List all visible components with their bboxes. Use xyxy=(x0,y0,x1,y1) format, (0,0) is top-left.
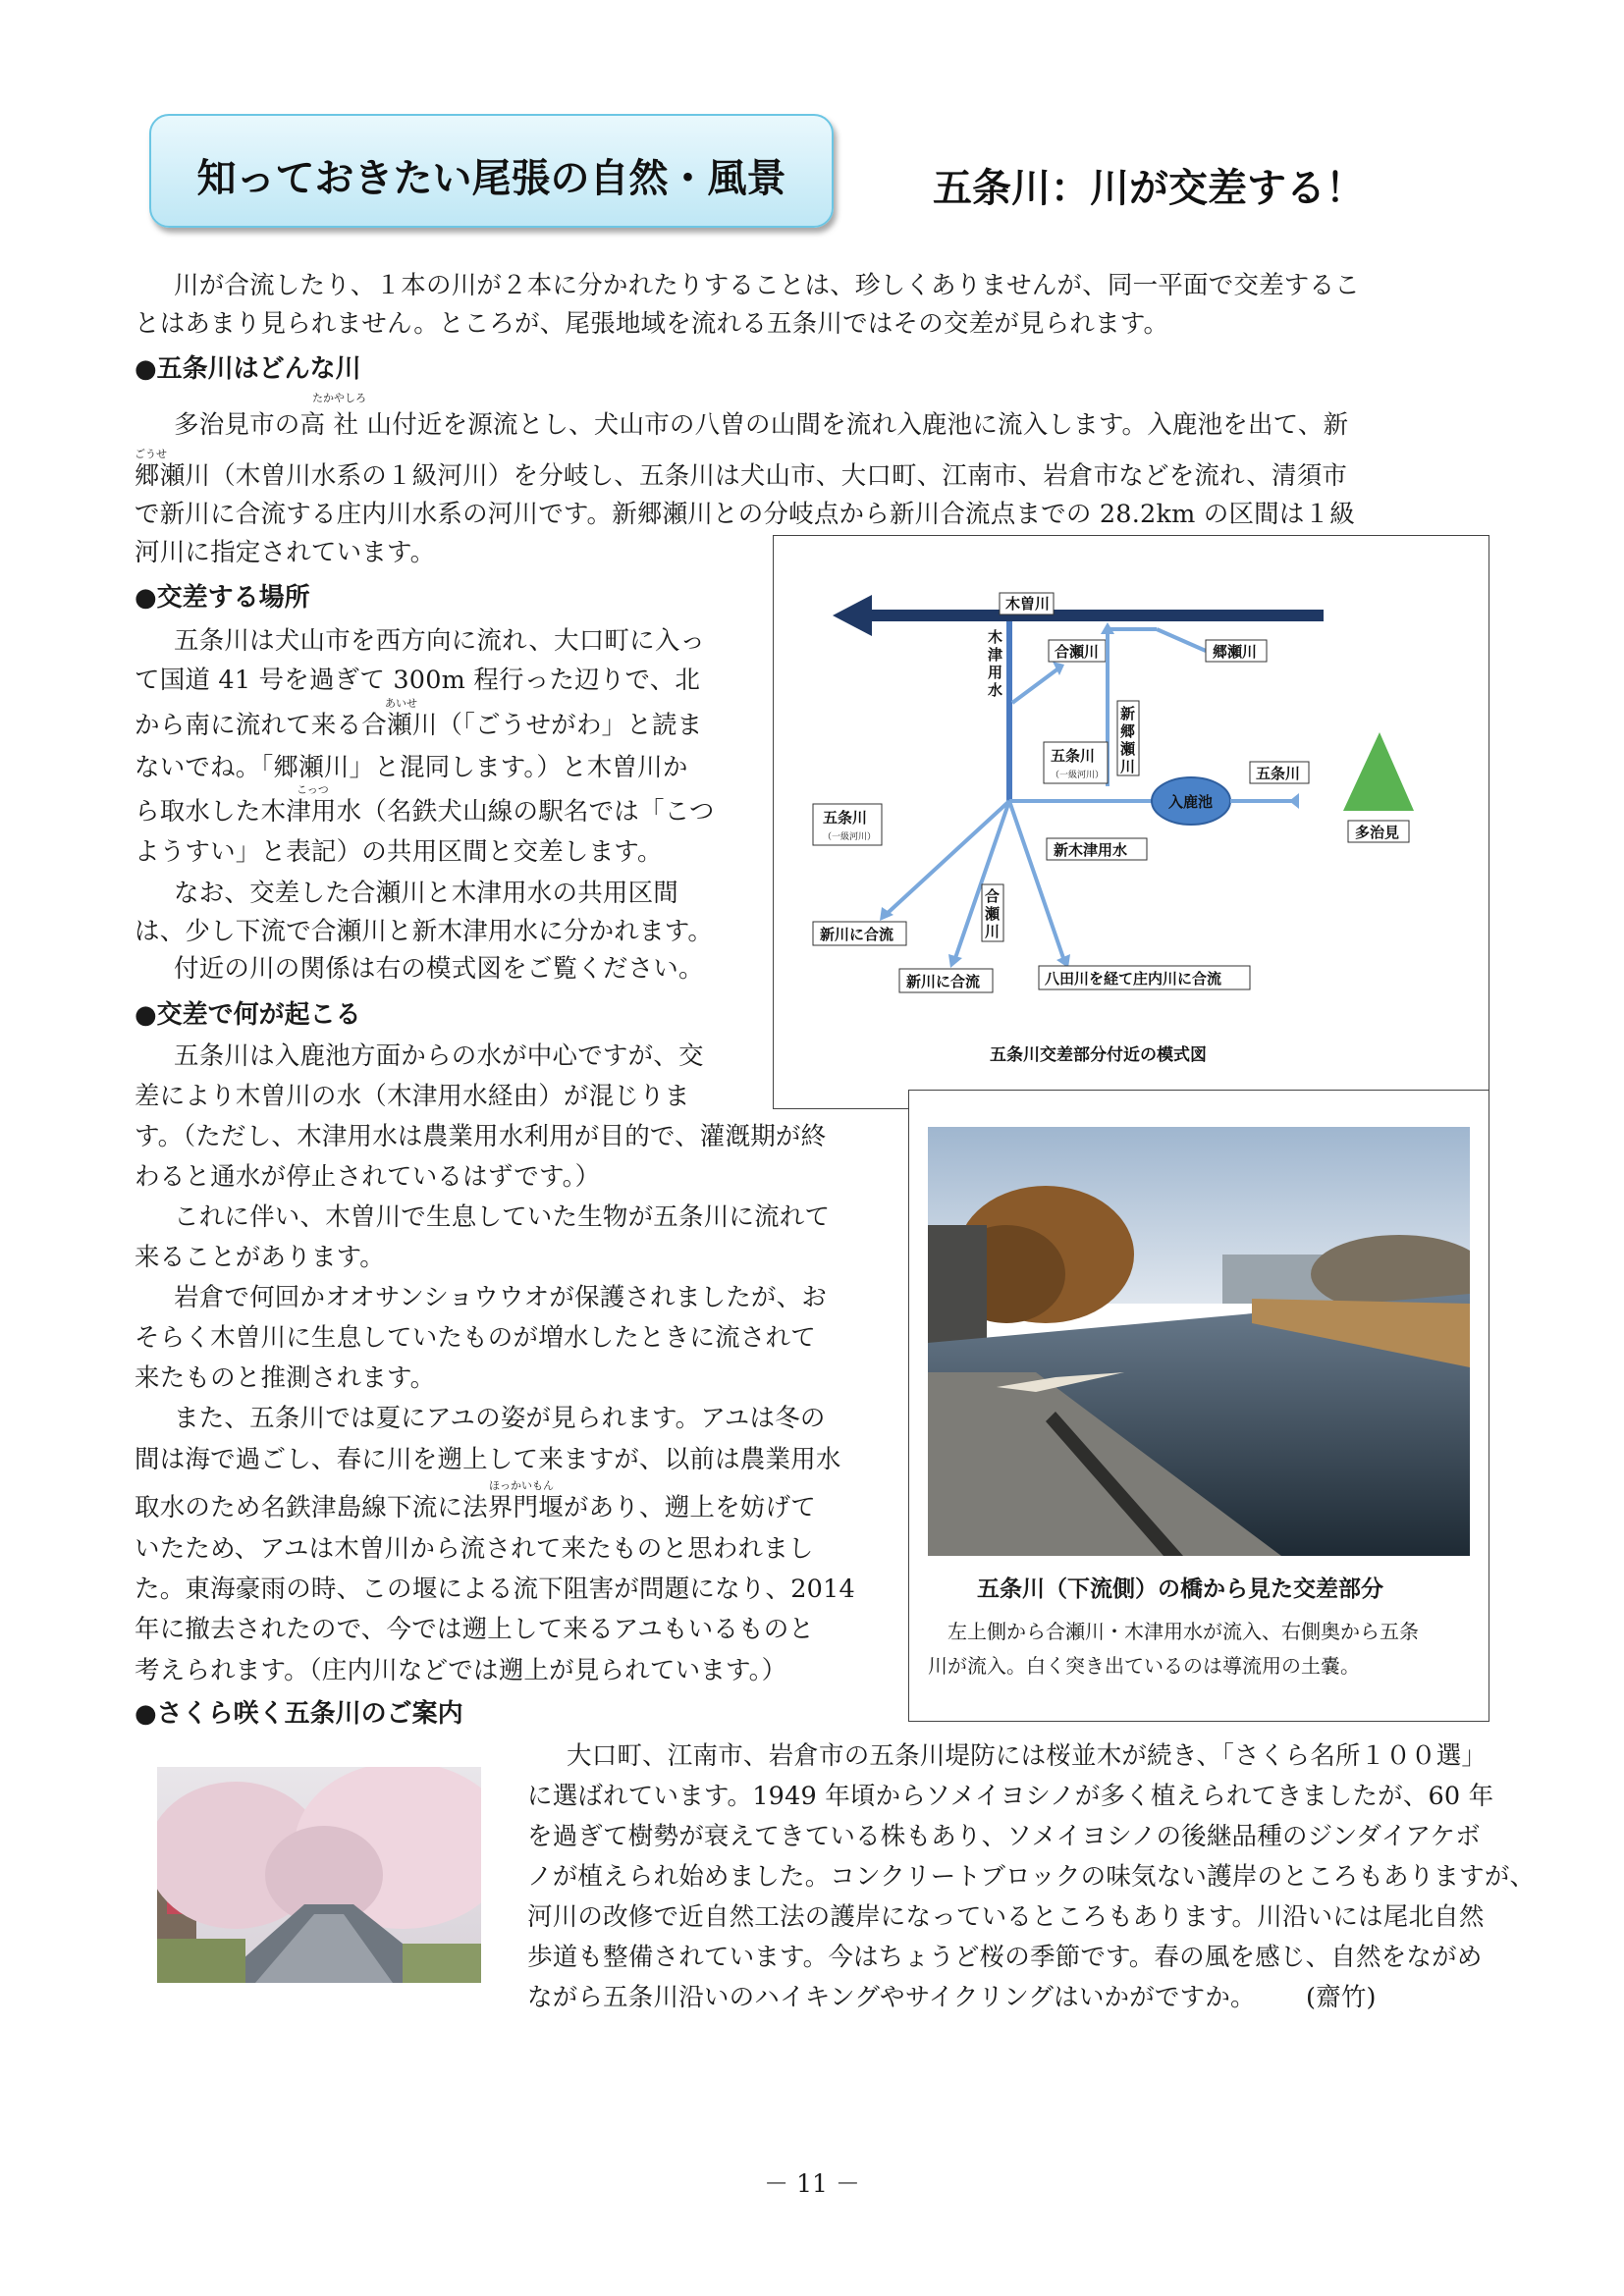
section1-line-4: 河川に指定されています。 xyxy=(135,538,436,567)
photo-desc-1: 左上側から合瀬川・木津用水が流入、右側奥から五条 xyxy=(947,1620,1419,1643)
label-aise-b-3: 川 xyxy=(985,923,1001,940)
label-aise-b-1: 合 xyxy=(985,887,1001,905)
ruby-gose: ごうせ xyxy=(135,448,167,460)
label-gojo-right: 五条川 xyxy=(1256,765,1301,782)
label-kotsu-1: 木 xyxy=(988,628,1003,646)
label-gojo-left-sub: （一級河川） xyxy=(823,832,877,842)
label-gose: 郷瀬川 xyxy=(1213,643,1258,661)
label-shingose-2: 郷 xyxy=(1120,722,1136,740)
river-diagram xyxy=(774,536,1488,1107)
aise-upper xyxy=(1012,668,1058,703)
section4-line-3: を過ぎて樹勢が衰えてきている株もあり、ソメイヨシノの後継品種のジンダイアケボ xyxy=(527,1822,1481,1851)
kiso-river-arrow xyxy=(833,595,872,636)
author: (齋竹) xyxy=(1306,1983,1377,2012)
tajimi-mountain xyxy=(1343,732,1414,811)
label-shingose-4: 川 xyxy=(1120,758,1136,775)
label-gojo-mid: 五条川 xyxy=(1051,747,1096,765)
section3-line-10: また、五条川では夏にアユの姿が見られます。アユは冬の xyxy=(174,1404,826,1433)
section4-heading: ●さくら咲く五条川のご案内 xyxy=(135,1699,463,1729)
section3-line-13: いたため、アユは木曽川から流されて来たものと思われまし xyxy=(135,1534,814,1564)
page-subtitle: 五条川：川が交差する！ xyxy=(933,166,1365,211)
photo-caption: 五条川（下流側）の橋から見た交差部分 xyxy=(977,1576,1383,1602)
label-shingose-1: 新 xyxy=(1120,705,1136,722)
label-join1: 新川に合流 xyxy=(820,926,894,943)
label-kiso: 木曽川 xyxy=(1005,595,1051,613)
section1-line-2: 郷瀬川（木曽川水系の１級河川）を分岐し、五条川は犬山市、大口町、江南市、岩倉市などを流れ、清須市 xyxy=(135,461,1348,491)
section2-line-9: 付近の川の関係は右の模式図をご覧ください。 xyxy=(174,954,704,984)
section3-line-1: 五条川は入鹿池方面からの水が中心ですが、交 xyxy=(174,1041,704,1071)
section2-line-3: から南に流れて来る合瀬川（「ごうせがわ」と読ま xyxy=(135,711,703,740)
section3-line-15: 年に撤去されたので、今では遡上して来るアユもいるものと xyxy=(135,1615,815,1644)
section3-line-11: 間は海で過ごし、春に川を遡上して来ますが、以前は農業用水 xyxy=(135,1445,841,1474)
section1-line-3: で新川に合流する庄内川水系の河川です。新郷瀬川との分岐点から新川合流点までの 28.2km の区間は１級 xyxy=(135,500,1355,529)
section2-line-6: ようすい」と表記）の共用区間と交差します。 xyxy=(135,837,663,867)
section3-line-16: 考えられます。（庄内川などでは遡上が見られています。） xyxy=(135,1656,787,1685)
section2-line-7: なお、交差した合瀬川と木津用水の共用区間 xyxy=(174,879,679,908)
label-shinkotsu: 新木津用水 xyxy=(1054,841,1128,859)
ruby-aise: あいせ xyxy=(385,697,417,710)
diagram-frame xyxy=(773,535,1489,1109)
section2-line-5: ら取水した木津用水（名鉄犬山線の駅名では「こつ xyxy=(135,797,715,827)
section3-heading: ●交差で何が起こる xyxy=(135,1000,361,1030)
label-tajimi: 多治見 xyxy=(1355,824,1400,841)
label-join3: 八田川を経て庄内川に合流 xyxy=(1045,970,1222,988)
ruby-hokkaimon: ほっかいもん xyxy=(489,1479,554,1492)
label-aise-top: 合瀬川 xyxy=(1055,643,1100,661)
section3-line-7: 岩倉で何回かオオサンショウウオが保護されましたが、お xyxy=(174,1283,828,1312)
section4-line-5: 河川の改修で近自然工法の護岸になっているところもあります。川沿いには尾北自然 xyxy=(527,1902,1485,1932)
section2-line-4: ないでね。「郷瀬川」と混同します。）と木曽川か xyxy=(135,753,688,782)
label-kotsu-3: 用 xyxy=(988,664,1003,681)
section3-line-12: 取水のため名鉄津島線下流に法界門堰があり、遡上を妨げて xyxy=(135,1493,816,1522)
section2-heading: ●交差する場所 xyxy=(135,583,310,613)
diagram-caption: 五条川交差部分付近の模式図 xyxy=(990,1045,1207,1065)
section3-line-5: これに伴い、木曽川で生息していた生物が五条川に流れて xyxy=(174,1202,831,1232)
shinkotsu-canal xyxy=(1009,801,1063,958)
section2-line-1: 五条川は犬山市を西方向に流れ、大口町に入っ xyxy=(174,626,706,656)
page-number: － 11 － xyxy=(764,2169,860,2198)
label-shingose-3: 瀬 xyxy=(1120,740,1136,758)
section1-line-1: 多治見市の高 社 山付近を源流とし、犬山市の八曽の山間を流れ入鹿池に流入します。入鹿池を出て、新 xyxy=(174,410,1349,440)
sakura-photo xyxy=(157,1767,481,1983)
section4-line-2: に選ばれています。1949 年頃からソメイヨシノが多く植えられてきましたが、60 年 xyxy=(527,1782,1494,1811)
kiso-river xyxy=(872,610,1324,621)
section2-line-8: は、少し下流で合瀬川と新木津用水に分かれます。 xyxy=(135,917,714,946)
section1-heading: ●五条川はどんな川 xyxy=(135,354,361,384)
ruby-takayashiro: たかやしろ xyxy=(312,392,366,404)
section4-line-6: 歩道も整備されています。今はちょうど桜の季節です。春の風を感じ、自然をながめ xyxy=(527,1943,1483,1972)
river-photo xyxy=(928,1127,1470,1556)
label-join2: 新川に合流 xyxy=(906,973,981,990)
section3-line-3: す。（ただし、木津用水は農業用水利用が目的で、灌漑期が終 xyxy=(135,1122,827,1151)
section3-line-6: 来ることがあります。 xyxy=(135,1243,385,1272)
section4-line-7: ながら五条川沿いのハイキングやサイクリングはいかがですか。 xyxy=(527,1983,1256,2012)
ruby-kottsu: こっつ xyxy=(297,783,329,796)
photo-desc-2: 川が流入。白く突き出ているのは導流用の土嚢。 xyxy=(928,1654,1360,1678)
page-title: 知っておきたい尾張の自然・風景 xyxy=(196,156,786,201)
section2-line-2: て国道 41 号を過ぎて 300m 程行った辺りで、北 xyxy=(135,666,701,695)
label-irukaike: 入鹿池 xyxy=(1168,793,1214,811)
section3-line-14: た。東海豪雨の時、この堰による流下阻害が問題になり、2014 xyxy=(135,1575,855,1604)
section3-line-2: 差により木曽川の水（木津用水経由）が混じりま xyxy=(135,1082,690,1111)
label-gojo-mid-sub: （一級河川） xyxy=(1051,771,1105,780)
label-kotsu-4: 水 xyxy=(988,681,1003,699)
intro-line-2: とはあまり見られません。ところが、尾張地域を流れる五条川ではその交差が見られます。 xyxy=(135,309,1169,339)
section3-line-4: わると通水が停止されているはずです。） xyxy=(135,1162,601,1192)
intro-line-1: 川が合流したり、１本の川が２本に分かれたりすることは、珍しくありませんが、同一平面で交差するこ xyxy=(174,271,1360,300)
section4-line-1: 大口町、江南市、岩倉市の五条川堤防には桜並木が続き、「さくら名所１００選」 xyxy=(567,1741,1488,1771)
section3-line-8: そらく木曽川に生息していたものが増水したときに流されて xyxy=(135,1323,816,1353)
label-gojo-left: 五条川 xyxy=(823,809,868,827)
label-kotsu-2: 津 xyxy=(988,646,1003,664)
section4-line-4: ノが植えられ始めました。コンクリートブロックの味気ない護岸のところもありますが、 xyxy=(527,1862,1536,1892)
section3-line-9: 来たものと推測されます。 xyxy=(135,1363,436,1393)
label-aise-b-2: 瀬 xyxy=(985,905,1001,923)
